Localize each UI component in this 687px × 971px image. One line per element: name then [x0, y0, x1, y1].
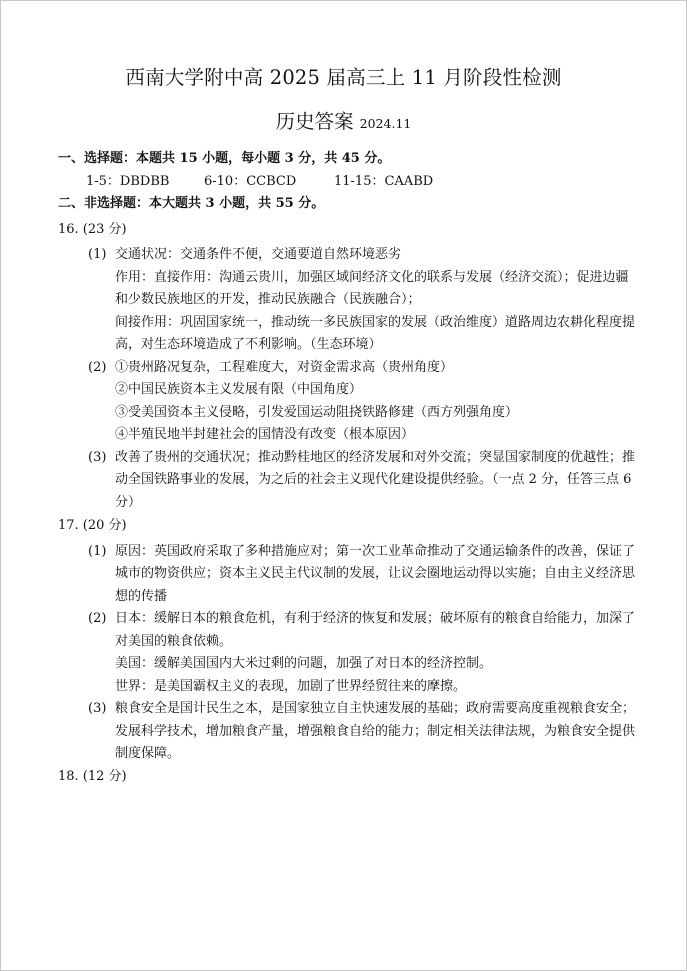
q16-part3	[88, 447, 638, 515]
q16-part2	[88, 357, 638, 447]
mc-answer-1-5: 1-5：DBDBB	[86, 173, 170, 189]
mc-answer-11-15: 11-15：CAABD	[334, 173, 434, 189]
q17-part3	[88, 698, 638, 766]
q16-part2-line2: ②中国民族资本主义发展有限（中国角度）	[115, 382, 363, 397]
q16-heading: 16. (23 分)	[58, 221, 127, 237]
q16-part3-line1: 改善了贵州的交通状况；推动黔桂地区的经济发展和对外交流；突显国家制度的优越性；推动全国铁路事业的发展，为之后的社会主义现代化建设提供经验。（一点 2 分，任答三点 6 分）	[115, 449, 636, 510]
q17-part1-num: (1)	[88, 543, 107, 559]
q16-part1-line2: 作用：直接作用：沟通云贵川，加强区域间经济文化的联系与发展（经济交流）；促进边疆和少数民族地区的开发，推动民族融合（民族融合）；	[115, 269, 629, 307]
q17-part2	[88, 608, 638, 698]
q16-part3-num: (3)	[88, 449, 107, 465]
document-title: 西南大学附中高 2025 届高三上 11 月阶段性检测	[125, 66, 562, 89]
section1-heading: 一、选择题：本题共 15 小题，每小题 3 分，共 45 分。	[58, 151, 391, 166]
q18-heading: 18. (12 分)	[58, 768, 127, 784]
q17-part2-num: (2)	[88, 611, 107, 626]
document-date: 2024.11	[359, 116, 412, 131]
mc-answers	[58, 171, 638, 194]
q16-part2-line1: ①贵州路况复杂，工程难度大，对资金需求高（贵州角度）	[115, 359, 454, 375]
document-subtitle	[0, 106, 687, 134]
mc-answer-6-10: 6-10：CCBCD	[204, 173, 297, 189]
section2-heading: 二、非选择题：本大题共 3 小题，共 55 分。	[58, 196, 325, 211]
q16-part1-line3: 间接作用：巩固国家统一，推动统一多民族国家的发展（政治维度）道路周边农耕化程度提高，对生态环境造成了不利影响。（生态环境）	[115, 314, 636, 352]
answer-content	[58, 148, 638, 788]
q17-part1-line1: 原因：英国政府采取了多种措施应对；第一次工业革命推动了交通运输条件的改善，保证了城市的物资供应；资本主义民主代议制的发展，让议会圈地运动得以实施；自由主义经济思想的传播	[115, 543, 636, 604]
q16-part1-line1: 交通状况：交通条件不便，交通要道自然环境恶劣	[115, 247, 402, 262]
q16-part1	[88, 244, 638, 357]
q16-part1-num: (1)	[88, 247, 107, 262]
q17-part2-line1: 日本：缓解日本的粮食危机，有利于经济的恢复和发展；破坏原有的粮食自给能力，加深了对美国的粮食依赖。	[115, 611, 636, 649]
subtitle-text: 历史答案	[275, 110, 354, 133]
q16-part2-line3: ③受美国资本主义侵略，引发爱国运动阻挠铁路修建（西方列强角度）	[115, 404, 519, 420]
q17-part2-line2: 美国：缓解美国国内大米过剩的问题，加强了对日本的经济控制。	[115, 656, 493, 671]
q16-part2-line4: ④半殖民地半封建社会的国情没有改变（根本原因）	[115, 427, 415, 442]
q16-part2-num: (2)	[88, 359, 107, 375]
q17-part3-num: (3)	[88, 701, 107, 716]
q17-part2-line3: 世界：是美国霸权主义的表现，加剧了世界经贸往来的摩擦。	[115, 678, 467, 694]
q17-heading: 17. (20 分)	[58, 518, 127, 533]
q17-part1	[88, 541, 638, 609]
q17-part3-line1: 粮食安全是国计民生之本，是国家独立自主快速发展的基础；政府需要高度重视粮食安全；发展科学技术，增加粮食产量，增强粮食自给的能力；制定相关法律法规，为粮食安全提供制度保障。	[115, 701, 636, 761]
